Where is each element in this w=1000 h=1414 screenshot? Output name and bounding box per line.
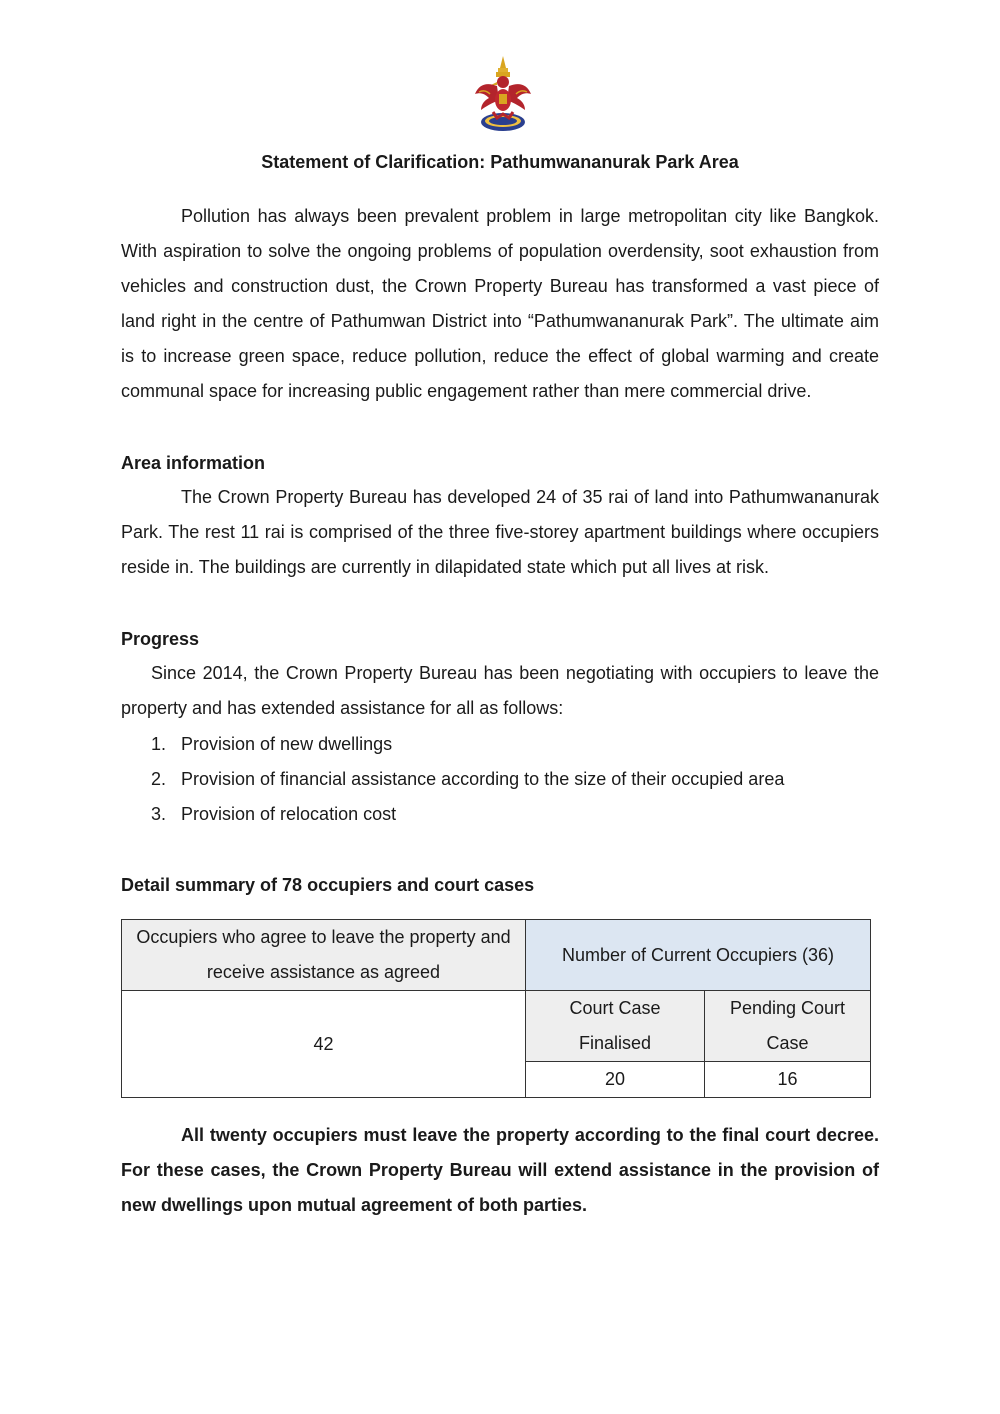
area-information-heading: Area information bbox=[121, 453, 266, 473]
agreed-occupiers-header: Occupiers who agree to leave the property and receive assistance as agreed bbox=[122, 920, 526, 991]
agreed-occupiers-value: 42 bbox=[122, 991, 526, 1098]
list-item bbox=[151, 797, 784, 832]
summary-heading: Detail summary of 78 occupiers and court cases bbox=[121, 875, 535, 895]
pending-court-case-value: 16 bbox=[705, 1062, 871, 1098]
list-item-number: 3. bbox=[151, 804, 167, 824]
area-information-paragraph: The Crown Property Bureau has developed 24 of 35 rai of land into Pathumwananurak Park. The rest 11 rai is comprised of the three five-storey apartment buildings where occupiers reside in. The buildings are currently in dilapidated state which put all lives at risk. bbox=[121, 487, 879, 577]
list-item-number: 2. bbox=[151, 769, 167, 789]
list-item-text: Provision of financial assistance according to the size of their occupied area bbox=[181, 769, 785, 789]
progress-heading: Progress bbox=[121, 629, 200, 649]
pending-court-case-header: Pending Court Case bbox=[705, 991, 871, 1062]
court-case-finalised-header: Court Case Finalised bbox=[526, 991, 705, 1062]
court-case-finalised-value: 20 bbox=[526, 1062, 705, 1098]
garuda-emblem-icon bbox=[471, 54, 535, 136]
list-item-text: Provision of new dwellings bbox=[181, 734, 393, 754]
progress-paragraph: Since 2014, the Crown Property Bureau has been negotiating with occupiers to leave the property and has extended assistance for all as follows: bbox=[121, 663, 879, 718]
closing-paragraph: All twenty occupiers must leave the property according to the final court decree. For these cases, the Crown Property Bureau will extend assistance in the provision of new dwellings upon mutual agreement of both parties. bbox=[121, 1125, 879, 1215]
list-item bbox=[151, 727, 784, 762]
page-title: Statement of Clarification: Pathumwananurak Park Area bbox=[261, 152, 739, 172]
occupier-summary-table bbox=[121, 919, 871, 1098]
table-row bbox=[122, 920, 871, 991]
table-row bbox=[122, 991, 871, 1062]
current-occupiers-header: Number of Current Occupiers (36) bbox=[526, 920, 871, 991]
list-item-number: 1. bbox=[151, 734, 167, 754]
list-item-text: Provision of relocation cost bbox=[181, 804, 397, 824]
assistance-list bbox=[151, 727, 784, 832]
list-item bbox=[151, 762, 784, 797]
intro-paragraph: Pollution has always been prevalent problem in large metropolitan city like Bangkok. With aspiration to solve the ongoing problems of population overdensity, soot exhaustion from vehicles and construction dust, the Crown Property Bureau has transformed a vast piece of land right in the centre of Pathumwan District into “Pathumwananurak Park”. The ultimate aim is to increase green space, reduce pollution, reduce the effect of global warming and create communal space for increasing public engagement rather than mere commercial drive. bbox=[121, 206, 879, 401]
